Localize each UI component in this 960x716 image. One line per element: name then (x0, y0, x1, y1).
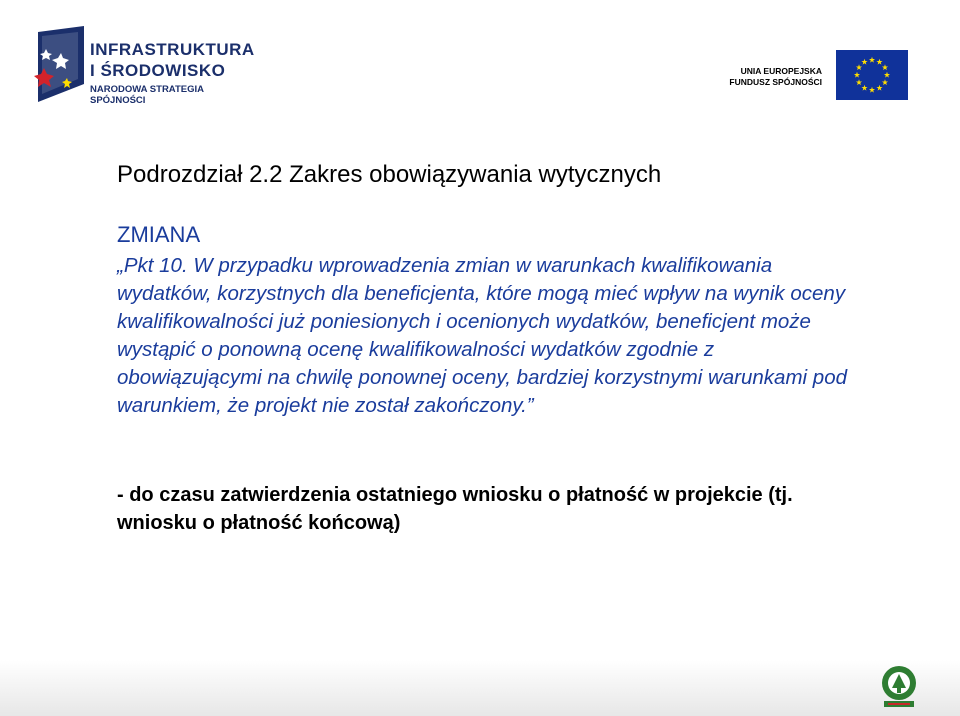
eu-star-icon (856, 64, 862, 70)
eu-star-icon (856, 79, 862, 85)
eu-star-icon (861, 59, 867, 65)
page-title: Podrozdział 2.2 Zakres obowiązywania wytycznych (117, 161, 662, 188)
eu-star-icon (876, 85, 882, 91)
logo-line-srodowisko: I ŚRODOWISKO (90, 61, 226, 80)
eu-fund-label (729, 66, 822, 88)
eu-stars-icon (836, 50, 908, 100)
eu-flag-icon (836, 50, 908, 100)
footer-band (0, 660, 960, 716)
eu-star-icon (882, 64, 888, 70)
eu-star-icon (854, 72, 860, 78)
eu-label-line2: FUNDUSZ SPÓJNOŚCI (729, 77, 822, 87)
change-label: ZMIANA (117, 222, 201, 247)
eu-star-icon (869, 57, 875, 63)
eu-label-line1: UNIA EUROPEJSKA (740, 66, 822, 76)
eu-star-icon (882, 79, 888, 85)
eu-star-icon (884, 72, 890, 78)
ministry-emblem-icon (880, 664, 918, 708)
program-emblem-icon (28, 24, 88, 104)
infrastruktura-logo (28, 24, 258, 104)
eu-star-icon (861, 85, 867, 91)
eu-star-icon (869, 87, 875, 93)
change-paragraph: „Pkt 10. W przypadku wprowadzenia zmian w warunkach kwalifikowania wydatków, korzystnych dla beneficjenta, które mogą mieć wpływ na wynik oceny kwalifikowalności już poniesionych i ocenionych wydatków, beneficjent może wystąpić o ponowną ocenę kwalifikowalności wydatków zgodnie z obowiązującymi na chwilę ponownej oceny, bardziej korzystnymi warunkami pod warunkiem, że projekt nie został zakończony.” (117, 254, 847, 417)
logo-line-infrastruktura: INFRASTRUKTURA (90, 40, 255, 59)
deadline-note: - do czasu zatwierdzenia ostatniego wniosku o płatność w projekcie (tj. wniosku o płatność końcową) (117, 484, 793, 534)
logo-line-nss: NARODOWA STRATEGIA SPÓJNOŚCI (90, 84, 204, 106)
eu-star-icon (876, 59, 882, 65)
